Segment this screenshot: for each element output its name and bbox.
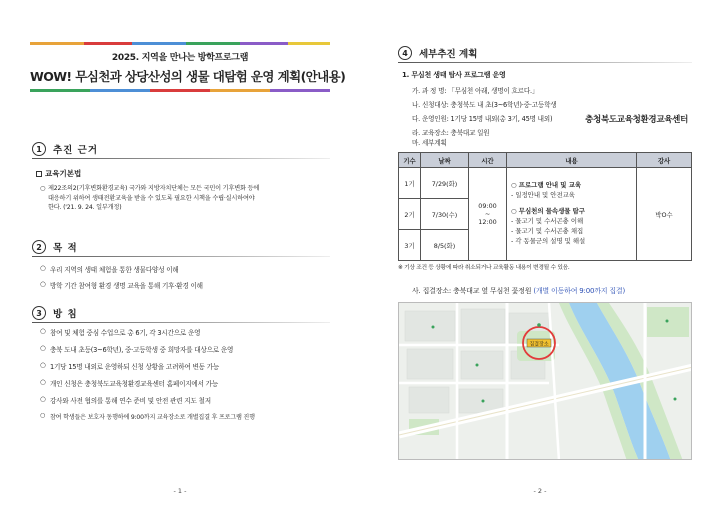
date-cell: 7/30(수): [421, 199, 469, 230]
list-item: ○ 1기당 15명 내외로 운영하되 신청 상황을 고려하여 변동 가능: [40, 361, 220, 371]
section-title-1: 추진 근거: [53, 145, 99, 156]
circle-bullet-icon: ○: [40, 264, 46, 272]
detail-plan: 마. 세부계획: [412, 139, 447, 147]
basis-paragraph: [40, 184, 328, 213]
date-cell: 8/5(화): [421, 230, 469, 261]
detail-location: 라. 교육장소: 충북대교 일원: [412, 129, 490, 137]
meeting-label: 사. 집결장소: 충북대교 옆 무심천 꽃정원: [412, 287, 532, 295]
circle-bullet-icon: ○: [40, 378, 46, 386]
circle-bullet-icon: ○: [40, 361, 46, 369]
section-title-2: 목 적: [53, 243, 78, 254]
list-item: ○ 참여 및 체험 중심 수업으로 총 6기, 각 3시간으로 운영: [40, 327, 201, 337]
title-rule-bottom: [30, 89, 330, 92]
circle-bullet-icon: ○: [40, 412, 46, 419]
table-row: [399, 168, 692, 199]
section-heading-4: [398, 46, 692, 60]
session-cell: 3기: [399, 230, 421, 261]
section-number-3: 3: [32, 306, 46, 320]
circle-bullet-icon: ○: [40, 327, 46, 335]
organization-name: 충청북도교육청환경교육센터: [585, 115, 688, 125]
basis-line: 대응하기 위하여 생태전환교육을 받을 수 있도록 필요한 시책을 수립·실시하여야: [48, 194, 255, 202]
list-item: ○ 개인 신청은 충청북도교육청환경교육센터 홈페이지에서 가능: [40, 378, 218, 388]
schedule-table: [398, 152, 692, 261]
session-cell: 1기: [399, 168, 421, 199]
circle-bullet-icon: ○: [40, 185, 46, 192]
map-marker-label: 집결장소: [529, 341, 549, 348]
table-header-cell: 시간: [469, 153, 507, 168]
program-title: 1. 무심천 생태 탐사 프로그램 운영: [402, 71, 506, 79]
section-underline: [32, 322, 330, 324]
subhead-education-act: [36, 168, 81, 179]
subhead-label: 교육기본법: [45, 169, 82, 178]
location-map: [398, 302, 692, 460]
list-item: ○ 참여 학생들은 보호자 동행하에 9:00까지 교육장소로 개별집결 후 프로그램 진행: [40, 412, 255, 421]
list-item: ○ 강사와 사전 협의를 통해 연수 준비 및 안전 관련 지도 철저: [40, 395, 211, 405]
meeting-place: [412, 286, 625, 296]
basis-line: 한다. ('21. 9. 24. 일부개정): [48, 204, 122, 212]
section-heading-1: [32, 142, 330, 156]
section-number-2: 2: [32, 240, 46, 254]
square-bullet-icon: [36, 171, 42, 177]
page-number-right: - 2 -: [533, 487, 547, 495]
section-underline: [32, 256, 330, 258]
section-underline: [32, 158, 330, 160]
section-underline: [398, 62, 692, 64]
circle-bullet-icon: ○: [40, 395, 46, 403]
policy-list: [40, 327, 330, 421]
table-header-cell: 강사: [637, 153, 692, 168]
detail-course: 가. 과 정 명: 「무심천 아래, 생명이 흐르다.」: [412, 87, 539, 95]
session-cell: 2기: [399, 199, 421, 230]
table-header-cell: 기수: [399, 153, 421, 168]
time-cell: 09:00 ~ 12:00: [469, 168, 507, 261]
section-number-4: 4: [398, 46, 412, 60]
section-heading-2: [32, 240, 330, 254]
title-box: [30, 42, 346, 92]
meeting-highlight: (개별 이동하여 9:00까지 집결): [533, 287, 626, 295]
circle-bullet-icon: ○: [40, 280, 46, 288]
section-heading-3: [32, 306, 330, 320]
instructor-cell: 박O수: [637, 168, 692, 261]
list-item: ○ 우리 지역의 생태 체험을 통한 생물다양성 이해: [40, 264, 179, 274]
page-number-left: - 1 -: [173, 487, 187, 495]
list-item: ○ 방학 기간 참여형 환경 생명 교육을 통해 기후·환경 이해: [40, 280, 203, 290]
purpose-list: [40, 264, 330, 290]
date-cell: 7/29(화): [421, 168, 469, 199]
basis-line: 제22조의2(기후변화환경교육) 국가와 지방자치단체는 모든 국민이 기후변화 등에: [48, 185, 260, 192]
circle-bullet-icon: ○: [40, 344, 46, 352]
map-graphic: [399, 303, 692, 460]
title-rule-top: [30, 42, 330, 45]
table-header-cell: 날짜: [421, 153, 469, 168]
document-title: WOW! 무심천과 상당산성의 생물 대탐험 운영 계획(안내용): [30, 69, 346, 84]
weather-note: ※ 기상 조건 등 상황에 따라 취소되거나 교육활동 내용이 변경될 수 있음.: [398, 265, 570, 271]
table-header-row: [399, 153, 692, 168]
content-cell: ○ 프로그램 안내 및 교육 - 일정안내 및 안전교육 ○ 무심천의 물속생물 탐구 - 물고기 및 수서곤충 이해 - 물고기 및 수서곤충 채집 - 각 동물군의 설명 및 해설: [507, 168, 637, 261]
document-subtitle: 2025. 지역을 만나는 방학프로그램: [111, 53, 249, 63]
table-header-cell: 내용: [507, 153, 637, 168]
section-title-3: 방 침: [53, 309, 78, 320]
detail-target: 나. 신청대상: 충청북도 내 초(3~6학년)·중·고등학생: [412, 101, 557, 109]
section-title-4: 세부추진 계획: [419, 49, 478, 60]
detail-capacity: 다. 운영인원: 1기당 15명 내외(총 3기, 45명 내외): [412, 115, 553, 123]
list-item: ○ 충북 도내 초등(3~6학년), 중·고등학생 중 희망자를 대상으로 운영: [40, 344, 234, 354]
section-number-1: 1: [32, 142, 46, 156]
